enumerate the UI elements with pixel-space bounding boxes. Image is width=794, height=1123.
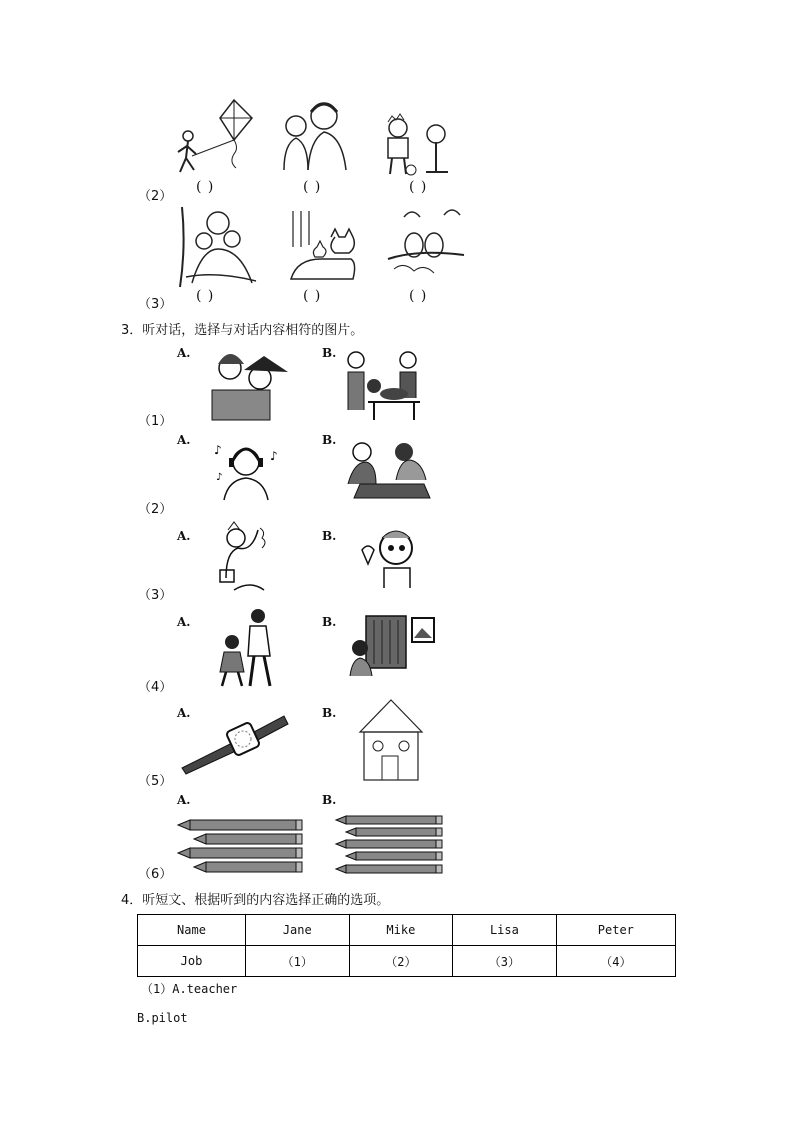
birds-picture (384, 207, 468, 283)
option-b-label: B. (322, 433, 337, 447)
q3-item-2-number: （2） (138, 502, 173, 517)
table-cell: Job (138, 946, 246, 977)
table-cell[interactable]: （4） (556, 946, 675, 977)
answer-blank[interactable]: ( ) (196, 179, 215, 195)
boy-with-icecream-picture[interactable] (356, 526, 426, 592)
svg-text:♪: ♪ (216, 472, 223, 483)
table-header-cell: Jane (246, 915, 350, 946)
answer-blank[interactable]: ( ) (196, 288, 215, 304)
table-header-cell: Peter (556, 915, 675, 946)
answer-blank[interactable]: ( ) (409, 179, 428, 195)
option-b-label: B. (322, 529, 337, 543)
children-at-desk-picture[interactable] (208, 346, 292, 422)
answer-blank[interactable]: ( ) (303, 288, 322, 304)
house-picture[interactable] (358, 698, 424, 782)
svg-text:♪: ♪ (214, 443, 222, 457)
q3-item-1-number: （1） (138, 414, 173, 429)
family-with-cake-picture[interactable] (344, 350, 424, 422)
mother-and-daughter-walking-picture[interactable] (212, 608, 276, 688)
answer-blank[interactable]: ( ) (409, 288, 428, 304)
option-a-label: A. (177, 529, 191, 543)
girl-with-gift-picture[interactable] (214, 520, 278, 594)
option-b-label: B. (322, 793, 337, 807)
table-cell[interactable]: （1） (246, 946, 350, 977)
table-header-cell: Lisa (453, 915, 557, 946)
q3-item-3-number: （3） (138, 588, 173, 603)
cats-picture (287, 207, 361, 281)
table-cell[interactable]: （3） (453, 946, 557, 977)
option-b-label: B. (322, 706, 337, 720)
table-cell[interactable]: （2） (349, 946, 453, 977)
svg-text:♪: ♪ (270, 449, 278, 463)
table-header-cell: Mike (349, 915, 453, 946)
option-b-label: B. (322, 615, 337, 629)
monkeys-picture (176, 207, 260, 289)
q4-instruction: 4．听短文、根据听到的内容选择正确的选项。 (121, 893, 390, 908)
watch-picture[interactable] (178, 712, 292, 776)
girl-at-door-picture[interactable] (346, 614, 438, 678)
boy-with-plant-picture (378, 112, 468, 180)
q3-item-5-number: （5） (138, 774, 173, 789)
q3-instruction: 3．听对话，选择与对话内容相符的图片。 (121, 323, 364, 338)
table-header-cell: Name (138, 915, 246, 946)
answer-option[interactable]: （1）A.teacher (141, 982, 238, 996)
table-row (138, 946, 676, 977)
jobs-table (137, 914, 676, 977)
kite-flying-picture (172, 98, 262, 180)
option-a-label: A. (177, 615, 191, 629)
answer-blank[interactable]: ( ) (303, 179, 322, 195)
option-a-label: A. (177, 793, 191, 807)
answer-option[interactable]: B.pilot (137, 1011, 188, 1025)
option-a-label: A. (177, 706, 191, 720)
option-b-label: B. (322, 346, 337, 360)
q3-item-6-number: （6） (138, 867, 173, 882)
kids-doing-puzzle-picture[interactable] (342, 440, 434, 500)
table-header-row (138, 915, 676, 946)
five-pencils-picture[interactable] (334, 814, 444, 876)
q2-row-2-number: （2） (138, 189, 173, 204)
four-pencils-picture[interactable] (176, 818, 304, 874)
option-a-label: A. (177, 346, 191, 360)
mother-and-child-picture (276, 98, 356, 172)
q2-row-3-number: （3） (138, 297, 173, 312)
boy-listening-music-picture[interactable] (212, 440, 280, 502)
option-a-label: A. (177, 433, 191, 447)
q3-item-4-number: （4） (138, 680, 173, 695)
